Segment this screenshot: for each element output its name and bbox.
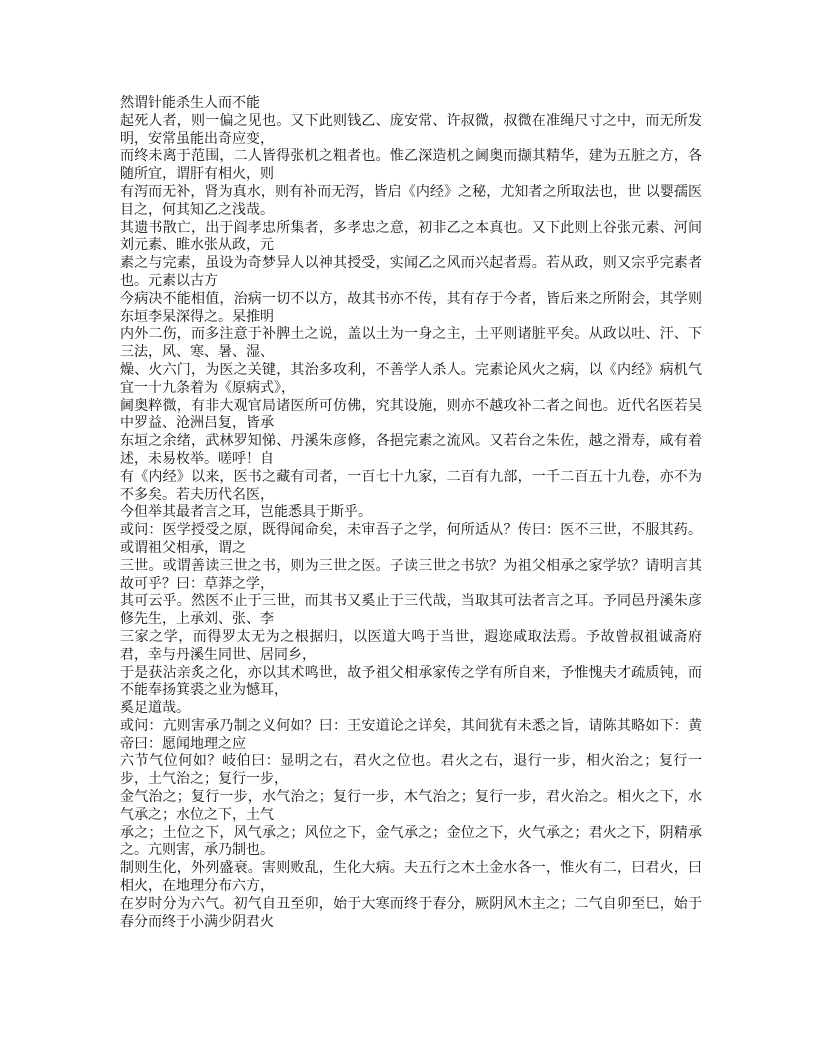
paragraph: 有泻而无补，肾为真水，则有补而无泻，皆启《内经》之秘，尤知者之所取法也，世 以婴孺医目之，何其知乙之浅哉。 [120,183,702,218]
paragraph: 东垣之余绪，武林罗知悌、丹溪朱彦修，各挹完素之流风。又若台之朱佐，越之滑寿，咸有着述，未易枚举。嗟呼！自 [120,433,702,467]
document-body [120,95,702,931]
paragraph: 而终未离于范围，二人皆得张机之粗者也。惟乙深造机之阃奥而撷其精华，建为五脏之方，各随所宜，谓肝有相火，则 [120,148,702,183]
paragraph: 或问：亢则害承乃制之义何如？曰：王安道论之详矣，其间犹有未悉之旨，请陈其略如下：黄帝曰：愿闻地理之应 [120,717,702,752]
paragraph: 其可云乎。然医不止于三世，而其书又奚止于三代哉，当取其可法者言之耳。予同邑丹溪朱彦修先生，上承刘、张、李 [120,593,702,628]
paragraph: 于是获沾亲炙之化，亦以其术鸣世，故予祖父相承家传之学有所自来，予惟愧夫才疏质钝，而不能奉扬箕裘之业为憾耳， [120,664,702,699]
paragraph: 燥、火六门，为医之关键，其治多攻利，不善学人杀人。完素论风火之病，以《内经》病机气宜一十九条着为《原病式》， [120,361,702,396]
paragraph: 制则生化，外列盛衰。害则败乱，生化大病。夫五行之木土金水各一，惟火有二，曰君火，曰相火，在地理分布六方， [120,860,702,895]
paragraph: 然谓针能杀生人而不能 [120,95,260,111]
paragraph: 内外二伤，而多注意于补脾土之说，盖以土为一身之主，土平则诸脏平矣。从政以吐、汗、下三法，风、寒、暑、湿、 [120,326,702,361]
paragraph: 起死人者，则一偏之见也。又下此则钱乙、庞安常、许叔微，叔微在准绳尺寸之中，而无所发明，安常虽能出奇应变， [120,112,702,147]
paragraph: 阃奥粹微，有非大观官局诸医所可仿佛，究其设施，则亦不越攻补二者之间也。近代名医若吴中罗益、沧洲吕复，皆承 [120,397,702,432]
paragraph: 金气治之；复行一步，水气治之；复行一步，木气治之；复行一步，君火治之。相火之下，水气承之；水位之下，土气 [120,789,702,823]
paragraph: 今病决不能相值，治病一切不以方，故其书亦不传，其有存于今者，皆后来之所附会，其学则东垣李杲深得之。杲推明 [120,290,702,325]
paragraph: 三世。或谓善读三世之书，则为三世之医。子读三世之书欤？为祖父相承之家学欤？请明言其故可乎？曰：草莽之学， [120,557,702,592]
paragraph: 其遗书散亡，出于阎孝忠所集者，多孝忠之意，初非乙之本真也。又下此则上谷张元素、河间刘元素、睢水张从政，元 [120,219,702,254]
paragraph: 素之与完素，虽设为奇梦异人以神其授受，实闻乙之风而兴起者焉。若从政，则又宗乎完素者也。元素以古方 [120,255,702,289]
paragraph: 三家之学，而得罗太无为之根据归，以医道大鸣于当世，遐迩咸取法焉。予故曾叔祖诚斋府君，幸与丹溪生同世、居同乡， [120,628,702,663]
paragraph: 奚足道哉。 [120,700,190,717]
paragraph: 今但举其最者言之耳，岂能悉具于斯乎。 [120,504,372,521]
paragraph: 六节气位何如？岐伯曰：显明之右，君火之位也。君火之右，退行一步，相火治之；复行一步，土气治之；复行一步， [120,753,702,788]
paragraph: 在岁时分为六气。初气自丑至卯，始于大寒而终于春分，厥阴风木主之；二气自卯至巳，始于春分而终于小满少阴君火 [120,895,702,930]
paragraph: 有《内经》以来，医书之藏有司者，一百七十九家，二百有九部，一千二百五十九卷，亦不为不多矣。若夫历代名医， [120,468,702,503]
paragraph: 承之；土位之下，风气承之；风位之下，金气承之；金位之下，火气承之；君火之下，阴精承之。亢则害，承乃制也。 [120,824,702,859]
paragraph: 或问：医学授受之原，既得闻命矣，未审吾子之学，何所适从？传曰：医不三世，不服其药。或谓祖父相承，谓之 [120,522,702,556]
